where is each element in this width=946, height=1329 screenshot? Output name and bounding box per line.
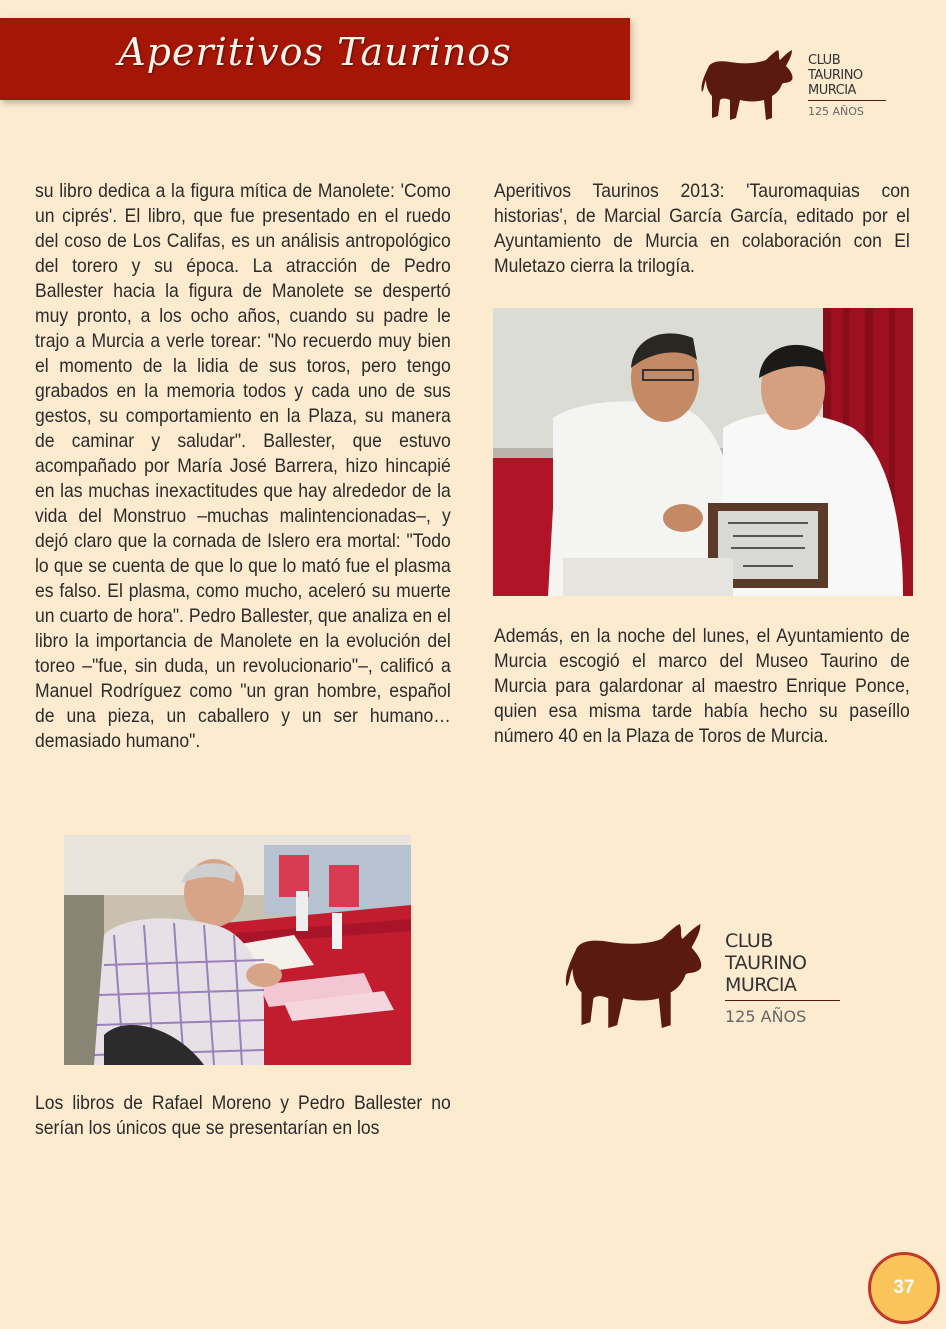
logo-years: 125 AÑOS: [808, 105, 864, 118]
logo-line-murcia: MURCIA: [808, 83, 856, 98]
logo-large-line-murcia: MURCIA: [725, 974, 797, 996]
logo-large-line-taurino: TAURINO: [725, 952, 807, 974]
logo-large-rule: [725, 1000, 840, 1001]
right-paragraph-2: Además, en la noche del lunes, el Ayuntamiento de Murcia escogió el marco del Museo Taurino de Murcia para galardonar al maestro Enrique Ponce, quien esa misma tarde había hecho su paseíllo número 40 en la Plaza de Toros de Murcia.: [494, 625, 910, 747]
logo-large-line-club: CLUB: [725, 930, 773, 952]
club-logo-large: [562, 918, 862, 1038]
bull-icon-large: [562, 918, 714, 1034]
logo-rule: [808, 100, 886, 101]
left-paragraph-2: Los libros de Rafael Moreno y Pedro Ballester no serían los únicos que se presentarían en los: [35, 1092, 451, 1139]
logo-large-years: 125 AÑOS: [725, 1007, 807, 1026]
club-logo-top: [700, 46, 890, 126]
photo-book-signing: [64, 835, 411, 1065]
photo-award-ceremony: [493, 308, 913, 596]
page-number-badge: 37: [868, 1252, 940, 1324]
left-paragraph-1: su libro dedica a la figura mítica de Manolete: 'Como un ciprés'. El libro, que fue presentado en el ruedo del coso de Los Califas, es un análisis antropológico del torero y su época. La atracción de Pedro Ballester hacia la figura de Manolete se despertó muy pronto, a los ocho años, cuando su padre le trajo a Murcia a verle torear: "No recuerdo muy bien el momento de la lidia de sus toros, pero tengo grabados en la memoria todos y cada uno de sus gestos, su comportamiento en la Plaza, su manera de caminar y saludar". Ballester, que estuvo acompañado por María José Barrera, hizo hincapié en las muchas inexactitudes que hay alrededor de la vida del Monstruo –muchas malintencionadas–, y dejó claro que la cornada de Islero era mortal: "Todo lo que se cuenta de que lo que lo mató fue el plasma es falso. El plasma, como mucho, aceleró su muerte un cuarto de hora". Pedro Ballester, que analiza en el libro la importancia de Manolete en la evolución del toreo –"fue, sin duda, un revolucionario"–, calificó a Manuel Rodríguez como "un gran hombre, español de una pieza, un caballero y un ser humano… demasiado humano".: [35, 180, 451, 752]
right-paragraph-1: Aperitivos Taurinos 2013: 'Tauromaquias con historias', de Marcial García García, editado por el Ayuntamiento de Murcia en colaboración con El Muletazo cierra la trilogía.: [494, 180, 910, 277]
page-title: Aperitivos Taurinos: [118, 30, 512, 74]
header-banner: [0, 18, 630, 100]
logo-line-club: CLUB: [808, 53, 841, 68]
logo-line-taurino: TAURINO: [808, 68, 863, 83]
bull-icon: [700, 46, 800, 124]
